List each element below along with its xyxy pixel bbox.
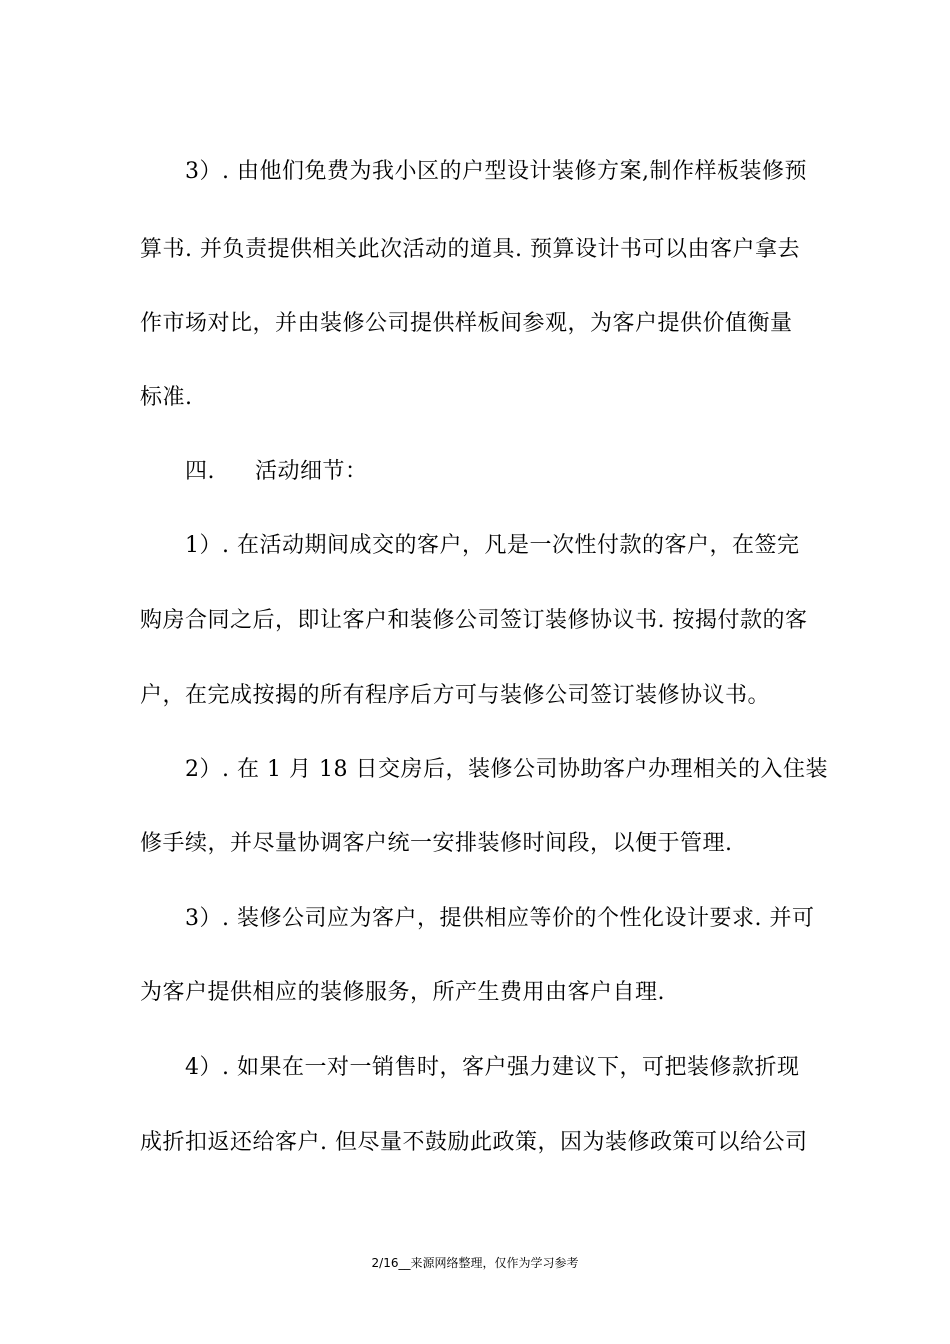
- paragraph-line: 修手续，并尽量协调客户统一安排装修时间段，以便于管理.: [140, 831, 733, 856]
- paragraph-line: 购房合同之后，即让客户和装修公司签订装修协议书. 按揭付款的客: [140, 608, 808, 633]
- paragraph-line: 户，在完成按揭的所有程序后方可与装修公司签订装修协议书。: [140, 683, 771, 708]
- paragraph-line: 标准.: [140, 385, 193, 410]
- section-heading: [185, 458, 865, 486]
- page-footer: 2/16__来源网络整理，仅作为学习参考: [371, 1256, 579, 1270]
- paragraph-line: 算书. 并负责提供相关此次活动的道具. 预算设计书可以由客户拿去: [140, 237, 800, 262]
- section-title: 活动细节：: [255, 459, 368, 484]
- paragraph-line: 1）. 在活动期间成交的客户，凡是一次性付款的客户，在签完: [185, 533, 800, 558]
- paragraph-line: 作市场对比，并由装修公司提供样板间参观，为客户提供价值衡量: [140, 311, 793, 336]
- paragraph-line: 3）. 由他们免费为我小区的户型设计装修方案,制作样板装修预: [185, 159, 807, 184]
- paragraph-line: 2）. 在 1 月 18 日交房后，装修公司协助客户办理相关的入住装: [185, 757, 828, 782]
- paragraph-line: 3）. 装修公司应为客户，提供相应等价的个性化设计要求. 并可: [185, 906, 815, 931]
- paragraph-line: 为客户提供相应的装修服务，所产生费用由客户自理.: [140, 980, 665, 1005]
- section-number: 四.: [185, 459, 215, 484]
- paragraph-line: 4）. 如果在一对一销售时，客户强力建议下，可把装修款折现: [185, 1055, 800, 1080]
- paragraph-line: 成折扣返还给客户. 但尽量不鼓励此政策，因为装修政策可以给公司: [140, 1130, 808, 1155]
